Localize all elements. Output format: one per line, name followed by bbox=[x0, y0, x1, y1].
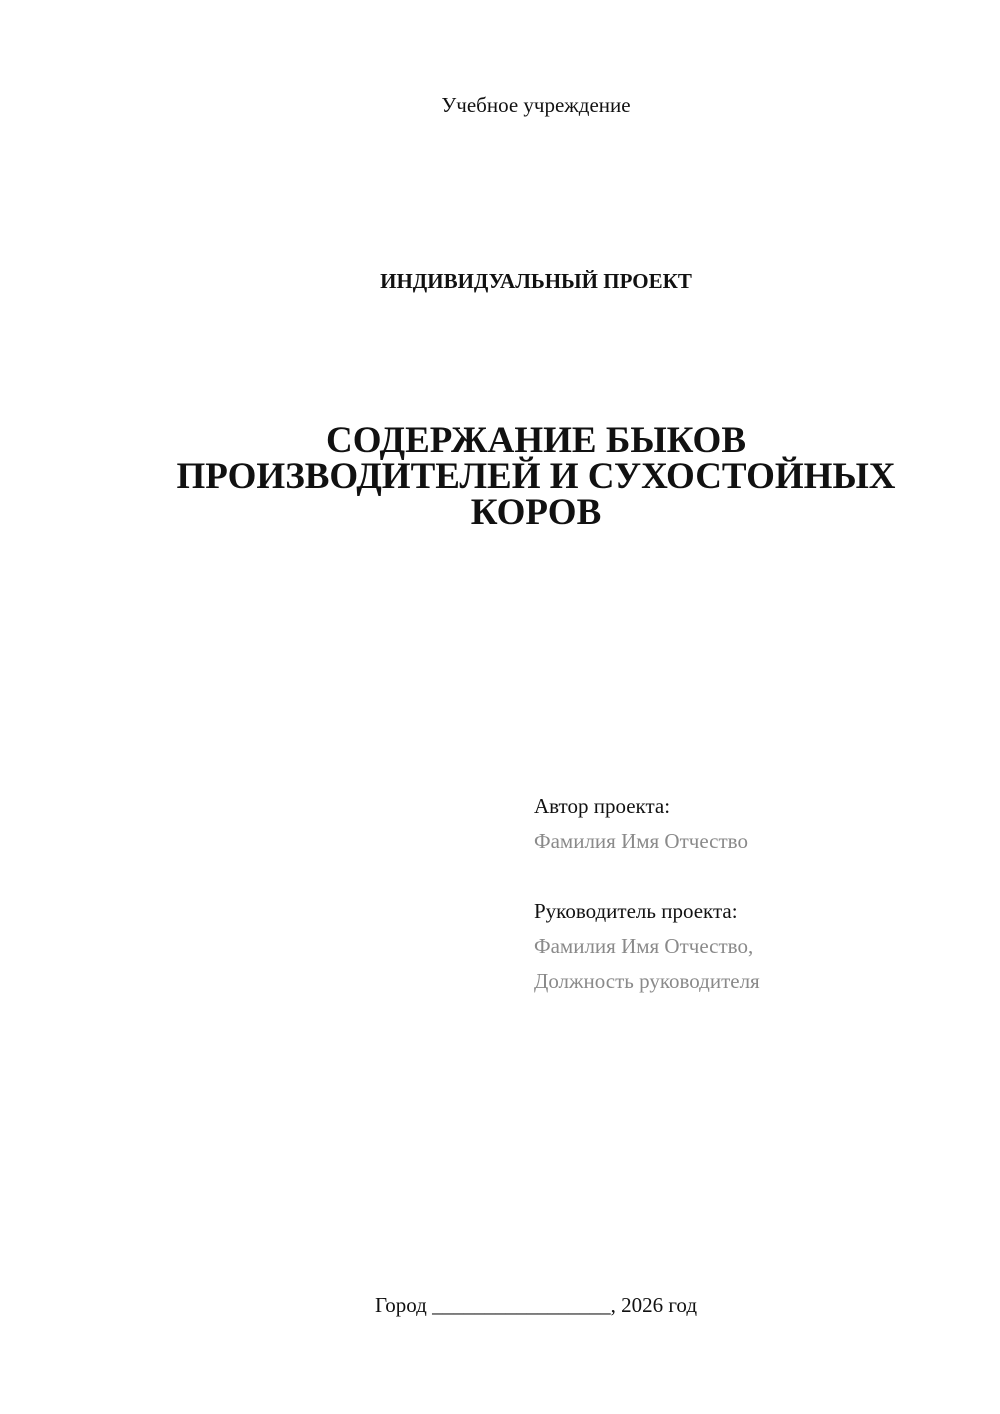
supervisor-name-placeholder: Фамилия Имя Отчество, bbox=[534, 934, 754, 958]
author-block bbox=[534, 789, 934, 859]
supervisor-position-placeholder: Должность руководителя bbox=[534, 969, 760, 993]
document-type-heading: ИНДИВИДУАЛЬНЫЙ ПРОЕКТ bbox=[380, 269, 692, 293]
institution-name: Учебное учреждение bbox=[441, 93, 631, 117]
author-name-placeholder: Фамилия Имя Отчество bbox=[534, 829, 748, 853]
author-label: Автор проекта: bbox=[534, 794, 671, 818]
project-title bbox=[150, 420, 922, 533]
project-title-line: ПРОИЗВОДИТЕЛЕЙ И СУХОСТОЙНЫХ bbox=[176, 456, 896, 497]
project-title-line: КОРОВ bbox=[470, 492, 602, 533]
supervisor-label: Руководитель проекта: bbox=[534, 899, 738, 923]
project-title-line: СОДЕРЖАНИЕ БЫКОВ bbox=[325, 420, 747, 461]
city-year-line: Город _________________, 2026 год bbox=[374, 1293, 698, 1317]
supervisor-block bbox=[534, 894, 934, 999]
